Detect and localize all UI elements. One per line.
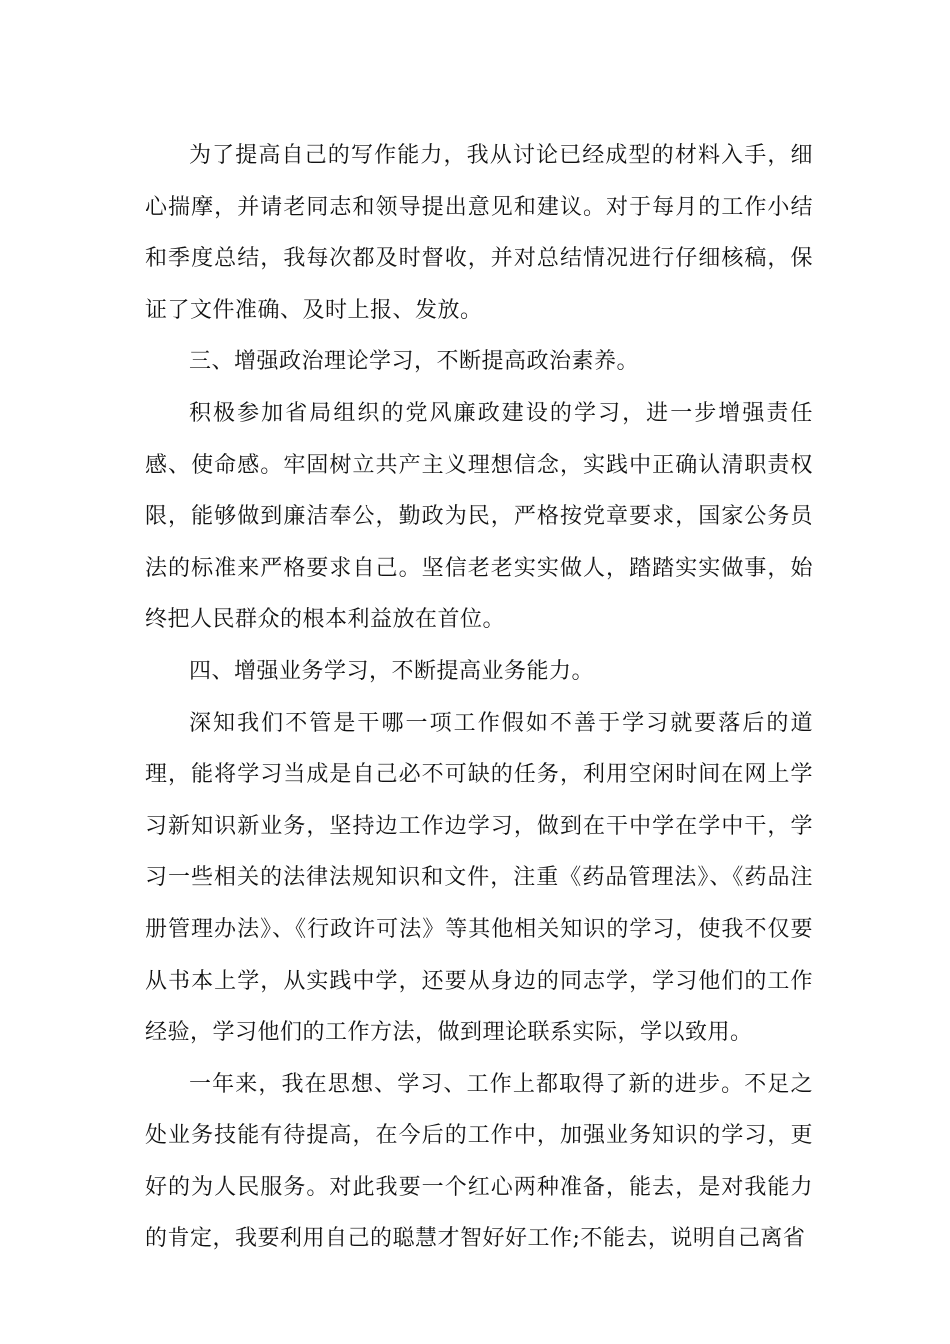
paragraph-political-study: 积极参加省局组织的党风廉政建设的学习，进一步增强责任感、使命感。牢固树立共产主义理想信念，实践中正确认清职责权限，能够做到廉洁奉公，勤政为民，严格按党章要求，国家公务员法的标准来严格要求自己。坚信老老实实做人，踏踏实实做事，始终把人民群众的根本利益放在首位。 (145, 400, 813, 633)
paragraph-business-study: 深知我们不管是干哪一项工作假如不善于学习就要落后的道理，能将学习当成是自己必不可缺的任务，利用空闲时间在网上学习新知识新业务，坚持边工作边学习，做到在干中学在学中干，学习一些相关的法律法规知识和文件，注重《药品管理法》、《药品注册管理办法》、《行政许可法》等其他相关知识的学习，使我不仅要从书本上学，从实践中学，还要从身边的同志学，学习他们的工作经验，学习他们的工作方法，做到理论联系实际，学以致用。 (145, 710, 813, 1046)
section-heading-political-theory: 三、增强政治理论学习，不断提高政治素养。 (189, 349, 640, 375)
section-heading-business-study: 四、增强业务学习，不断提高业务能力。 (189, 658, 595, 684)
paragraph-year-summary: 一年来，我在思想、学习、工作上都取得了新的进步。不足之处业务技能有待提高，在今后的工作中，加强业务知识的学习，更好的为人民服务。对此我要一个红心两种准备，能去，是对我能力的肯定，我要利用自己的聪慧才智好好工作;不能去，说明自己离省 (145, 1071, 813, 1252)
paragraph-writing-ability: 为了提高自己的写作能力，我从讨论已经成型的材料入手，细心揣摩，并请老同志和领导提出意见和建议。对于每月的工作小结和季度总结，我每次都及时督收，并对总结情况进行仔细核稿，保证了文件准确、及时上报、发放。 (145, 143, 813, 323)
document-body (145, 130, 813, 1265)
